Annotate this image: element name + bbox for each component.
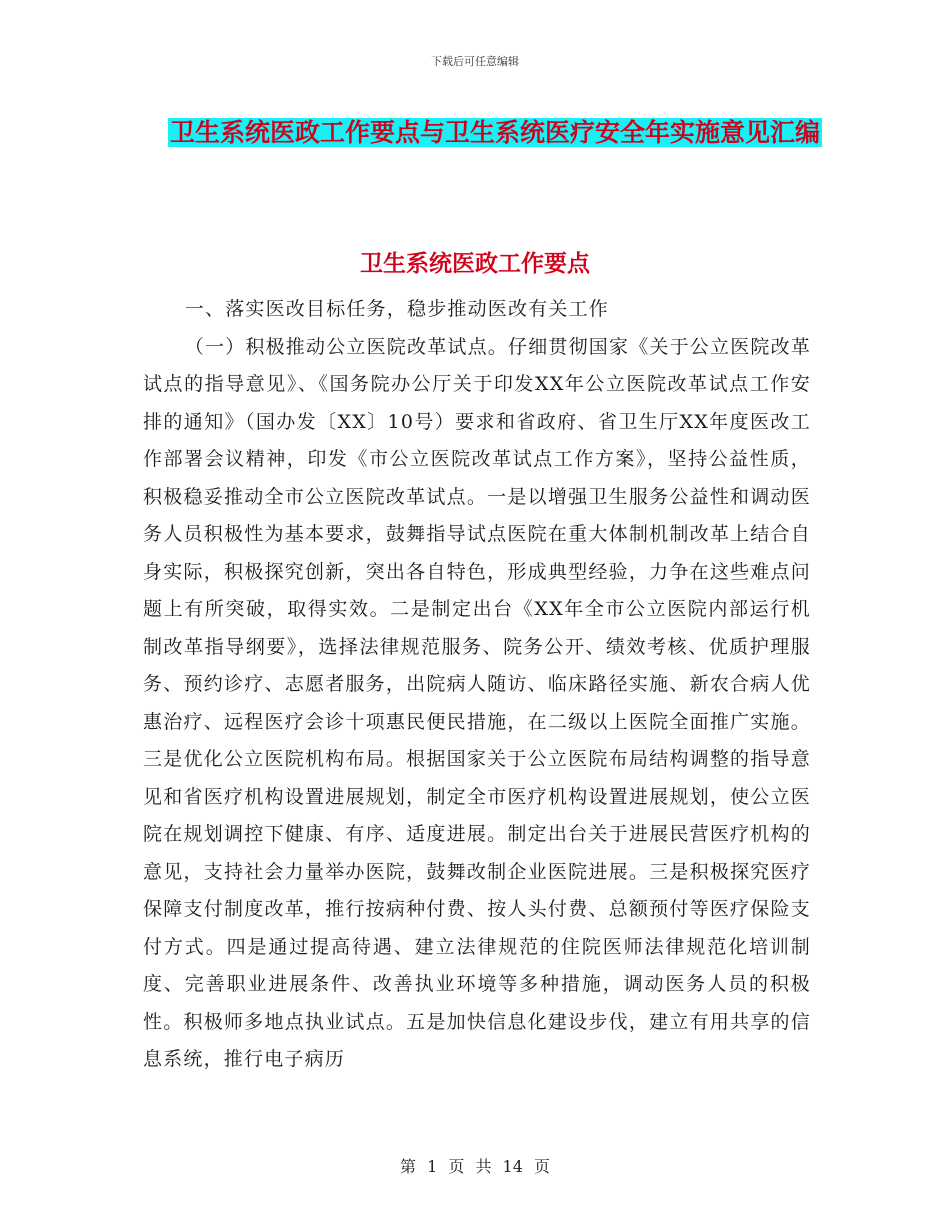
body-text [143,291,811,1079]
paragraph: （一）积极推动公立医院改革试点。仔细贯彻国家《关于公立医院改革试点的指导意见》、《国务院办公厅关于印发XX年公立医院改革试点工作安排的通知》（国办发〔XX〕10号）要求和省政府、省卫生厅XX年度医改工作部署会议精神，印发《市公立医院改革试点工作方案》，坚持公益性质，积极稳妥推动全市公立医院改革试点。一是以增强卫生服务公益性和调动医务人员积极性为基本要求，鼓舞指导试点医院在重大体制机制改革上结合自身实际，积极探究创新，突出各自特色，形成典型经验，力争在这些难点问题上有所突破，取得实效。二是制定出台《XX年全市公立医院内部运行机制改革指导纲要》，选择法律规范服务、院务公开、绩效考核、优质护理服务、预约诊疗、志愿者服务，出院病人随访、临床路径实施、新农合病人优惠治疗、远程医疗会诊十项惠民便民措施，在二级以上医院全面推广实施。三是优化公立医院机构布局。根据国家关于公立医院布局结构调整的指导意见和省医疗机构设置进展规划，制定全市医疗机构设置进展规划，使公立医院在规划调控下健康、有序、适度进展。制定出台关于进展民营医疗机构的意见，支持社会力量举办医院，鼓舞改制企业医院进展。三是积极探究医疗保障支付制度改革，推行按病种付费、按人头付费、总额预付等医疗保险支付方式。四是通过提高待遇、建立法律规范的住院医师法律规范化培训制度、完善职业进展条件、改善执业环境等多种措施，调动医务人员的积极性。积极师多地点执业试点。五是加快信息化建设步伐，建立有用共享的信息系统，推行电子病历 [143,335,811,1070]
document-title-text: 卫生系统医政工作要点与卫生系统医疗安全年实施意见汇编 [169,118,820,147]
paragraph-heading: 一、落实医改目标任务，稳步推动医改有关工作 [184,298,609,320]
section-title: 卫生系统医政工作要点 [360,250,590,277]
document-title [150,110,840,156]
header-note: 下载后可任意编辑 [431,55,519,68]
page-footer: 第 1 页 共 14 页 [400,1157,550,1176]
